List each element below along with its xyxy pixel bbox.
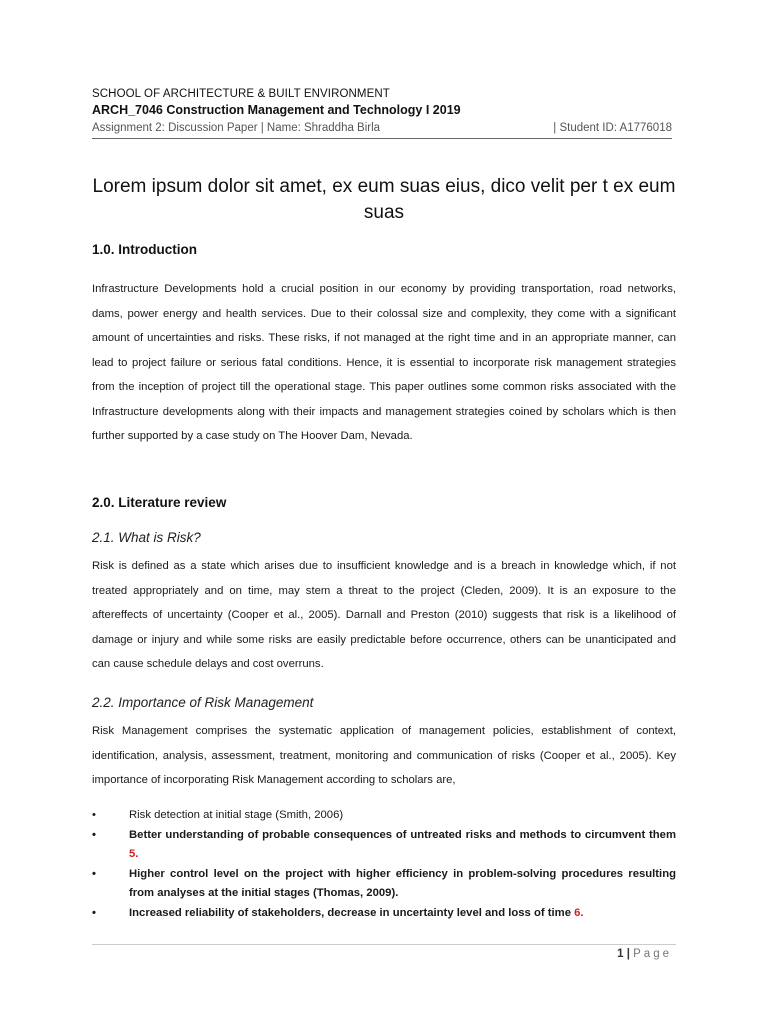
footer-separator: | [626,948,630,960]
intro-heading: 1.0. Introduction [92,242,198,257]
assignment-line [92,120,672,139]
bullet-icon: • [92,907,96,919]
bullet-icon: • [92,829,96,841]
bullet-text: Better understanding of probable consequences of untreated risks and methods to circumvent them [129,829,676,841]
course-title: ARCH_7046 Construction Management and Technology I 2019 [92,103,461,117]
page-label: Page [633,948,672,960]
page-number: 1 [617,948,624,960]
bullet-text: Increased reliability of stakeholders, decrease in uncertainty level and loss of time [129,907,575,919]
bullet-icon: • [92,809,96,821]
reference-number: 6. [574,907,584,919]
reference-number: 5. [129,848,139,860]
page-header [92,86,672,139]
list-item [92,826,676,864]
literature-review-heading: 2.0. Literature review [92,495,227,510]
assignment-name: Assignment 2: Discussion Paper | Name: Shraddha Birla [92,122,381,134]
page-footer [617,948,672,960]
risk-paragraph: Risk is defined as a state which arises due to insufficient knowledge and is a breach in knowledge which, if not treated appropriately and on time, may stem a threat to the project (Cleden, 2009). It is an exposure to the aftereffects of uncertainty (Cooper et al., 2005). Darnall and Preston (2010) suggests that risk is a likelihood of damage or injury and while some risks are easily predictable before occurrence, others can be unanticipated and can cause schedule delays and cost overruns. [92,560,676,670]
risk-management-heading: 2.2. Importance of Risk Management [92,695,314,710]
bullet-text: Higher control level on the project with higher efficiency in problem-solving procedures resulting from analyses at the initial stages (Thomas, 2009). [129,868,676,899]
bullet-icon: • [92,868,96,880]
benefits-list [92,806,676,924]
risk-management-paragraph: Risk Management comprises the systematic application of management policies, establishment of context, identification, analysis, assessment, treatment, monitoring and communication of risks (Cooper et al., 2005). Key importance of incorporating Risk Management according to scholars are, [92,725,676,786]
paper-title: Lorem ipsum dolor sit amet, ex eum suas eius, dico velit per t ex eum suas [92,176,676,223]
list-item [92,904,676,923]
student-id: | Student ID: A1776018 [553,122,672,134]
intro-paragraph: Infrastructure Developments hold a crucial position in our economy by providing transportation, road networks, dams, power energy and health services. Due to their colossal size and complexity, they come with a significant amount of uncertainties and risks. These risks, if not managed at the right time and in an appropriate manner, can lead to project failure or serious fatal conditions. Hence, it is essential to incorporate risk management strategies from the inception of project till the operational stage. This paper outlines some common risks associated with the Infrastructure developments along with their impacts and management strategies coined by scholars which is then further supported by a case study on The Hoover Dam, Nevada. [92,283,676,442]
list-item [92,865,676,903]
what-is-risk-heading: 2.1. What is Risk? [92,530,201,545]
footer-divider [92,944,676,945]
bullet-text: Risk detection at initial stage (Smith, 2006) [129,809,344,821]
school-name: SCHOOL OF ARCHITECTURE & BUILT ENVIRONMENT [92,88,390,100]
list-item [92,806,676,825]
